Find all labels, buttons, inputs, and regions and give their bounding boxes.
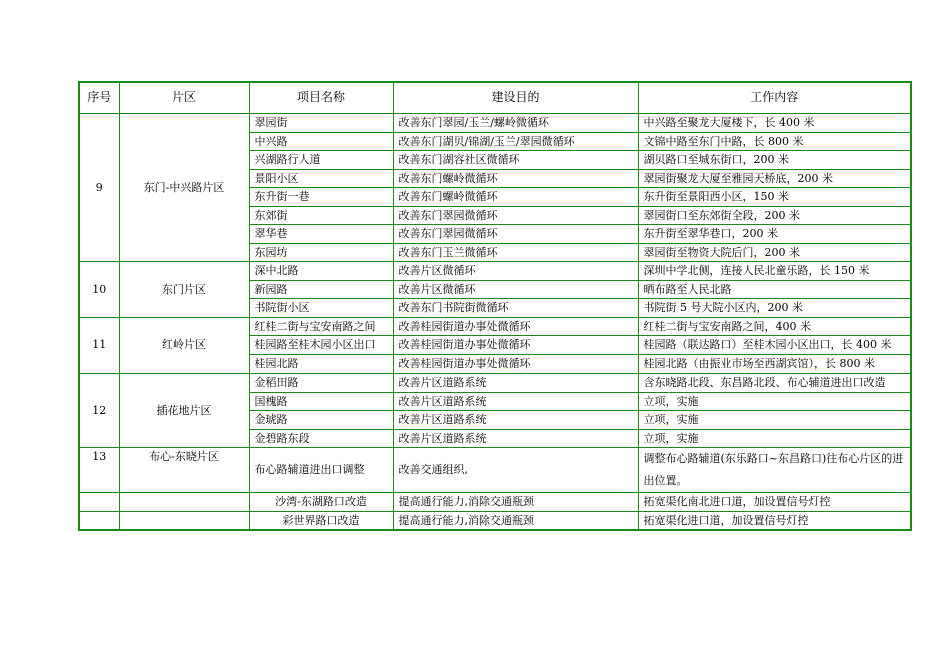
project-name: 景阳小区 (249, 169, 393, 188)
header-area: 片区 (119, 82, 249, 114)
project-work: 红桂二街与宝安南路之间，400 米 (638, 317, 911, 336)
project-name: 东郊街 (249, 206, 393, 225)
table-row (79, 373, 911, 392)
project-name: 翠园街 (249, 114, 393, 133)
project-name: 兴湖路行人道 (249, 151, 393, 170)
project-purpose: 改善东门玉兰微循环 (393, 243, 638, 262)
project-name: 深中北路 (249, 262, 393, 281)
group-seq: 12 (79, 373, 119, 448)
project-name: 书院街小区 (249, 299, 393, 318)
project-work: 深圳中学北侧，连接人民北童乐路，长 150 米 (638, 262, 911, 281)
project-name: 沙湾-东湖路口改造 (249, 493, 393, 512)
project-purpose: 改善片区道路系统 (393, 373, 638, 392)
project-name: 金碧路东段 (249, 429, 393, 448)
project-name: 彩世界路口改造 (249, 511, 393, 530)
project-work: 拓宽渠化进口道，加设置信号灯控 (638, 511, 911, 530)
project-purpose: 提高通行能力,消除交通瓶颈 (393, 493, 638, 512)
table-row (79, 511, 911, 530)
project-purpose: 改善东门翠园微循环 (393, 206, 638, 225)
project-work: 东升街至景阳西小区，150 米 (638, 188, 911, 207)
project-purpose: 改善桂园街道办事处微循环 (393, 336, 638, 355)
project-purpose: 提高通行能力,消除交通瓶颈 (393, 511, 638, 530)
project-purpose: 改善东门螺岭微循环 (393, 169, 638, 188)
group-seq-empty (79, 493, 119, 512)
group-area: 东门-中兴路片区 (119, 114, 249, 262)
group-area-empty (119, 493, 249, 512)
project-name: 红桂二街与宝安南路之间 (249, 317, 393, 336)
project-name: 新园路 (249, 280, 393, 299)
project-work: 翠园街至物资大院后门，200 米 (638, 243, 911, 262)
project-purpose: 改善东门湖贝/锦湖/玉兰/翠园微循环 (393, 132, 638, 151)
table-row (79, 317, 911, 336)
group-area: 东门片区 (119, 262, 249, 318)
group-area: 布心-东晓片区 (119, 448, 249, 493)
project-work: 桂园路（联达路口）至桂木园小区出口，长 400 米 (638, 336, 911, 355)
project-work: 书院街 5 号大院小区内，200 米 (638, 299, 911, 318)
table-row (79, 114, 911, 133)
project-work: 拓宽渠化南北进口道，加设置信号灯控 (638, 493, 911, 512)
project-work: 桂园北路（由振业市场至西湖宾馆），长 800 米 (638, 355, 911, 374)
project-purpose: 改善东门翠园微循环 (393, 225, 638, 244)
project-name: 国槐路 (249, 392, 393, 411)
project-purpose: 改善东门书院街微循环 (393, 299, 638, 318)
group-area: 红岭片区 (119, 317, 249, 373)
group-seq-empty (79, 511, 119, 530)
header-purpose: 建设目的 (393, 82, 638, 114)
project-work: 中兴路至聚龙大厦楼下，长 400 米 (638, 114, 911, 133)
project-work: 含东晓路北段、东昌路北段、布心辅道进出口改造 (638, 373, 911, 392)
project-purpose: 改善东门螺岭微循环 (393, 188, 638, 207)
project-name: 翠华巷 (249, 225, 393, 244)
project-name: 桂园路至桂木园小区出口 (249, 336, 393, 355)
group-seq: 10 (79, 262, 119, 318)
table-row (79, 262, 911, 281)
project-name: 金稻田路 (249, 373, 393, 392)
project-work: 湖贝路口至城东街口，200 米 (638, 151, 911, 170)
project-purpose: 改善片区微循环 (393, 262, 638, 281)
header-row (79, 82, 911, 114)
project-purpose: 改善桂园街道办事处微循环 (393, 317, 638, 336)
project-purpose: 改善东门湖容社区微循环 (393, 151, 638, 170)
project-work: 晒布路至人民北路 (638, 280, 911, 299)
project-table-container (78, 81, 910, 531)
project-name: 桂园北路 (249, 355, 393, 374)
project-name: 布心路辅道进出口调整 (249, 448, 393, 493)
project-purpose: 改善桂园街道办事处微循环 (393, 355, 638, 374)
project-purpose: 改善交通组织, (393, 448, 638, 493)
project-name: 中兴路 (249, 132, 393, 151)
group-area: 插花地片区 (119, 373, 249, 448)
project-purpose: 改善东门翠园/玉兰/螺岭微循环 (393, 114, 638, 133)
group-seq: 9 (79, 114, 119, 262)
project-work: 文锦中路至东门中路，长 800 米 (638, 132, 911, 151)
project-name: 金琥路 (249, 411, 393, 430)
project-name: 东升街一巷 (249, 188, 393, 207)
project-work: 翠园街聚龙大厦至雅园天桥底，200 米 (638, 169, 911, 188)
project-name: 东园坊 (249, 243, 393, 262)
project-purpose: 改善片区道路系统 (393, 392, 638, 411)
project-purpose: 改善片区道路系统 (393, 429, 638, 448)
project-purpose: 改善片区道路系统 (393, 411, 638, 430)
header-seq: 序号 (79, 82, 119, 114)
header-work: 工作内容 (638, 82, 911, 114)
project-purpose: 改善片区微循环 (393, 280, 638, 299)
project-work: 翠园街口至东郊街全段，200 米 (638, 206, 911, 225)
group-seq: 13 (79, 448, 119, 493)
header-name: 项目名称 (249, 82, 393, 114)
project-work: 立项，实施 (638, 392, 911, 411)
table-row (79, 448, 911, 493)
project-work: 立项，实施 (638, 411, 911, 430)
group-area-empty (119, 511, 249, 530)
project-work: 调整布心路辅道(东乐路口~东昌路口)往布心片区的进出位置。 (638, 448, 911, 493)
project-work: 东升街至翠华巷口，200 米 (638, 225, 911, 244)
table-row (79, 493, 911, 512)
project-table (78, 81, 912, 531)
group-seq: 11 (79, 317, 119, 373)
project-work: 立项，实施 (638, 429, 911, 448)
